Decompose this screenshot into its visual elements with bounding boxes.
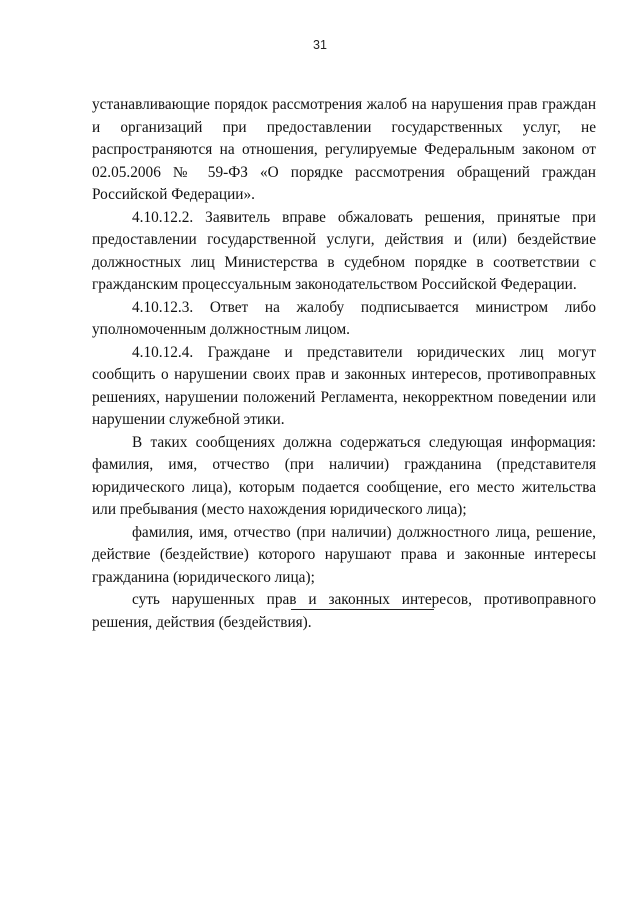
paragraph-4-10-12-4: 4.10.12.4. Граждане и представители юридических лиц могут сообщить о нарушении своих прав и законных интересов, противоправных решениях, нарушении положений Регламента, некорректном поведении или нарушении служебной этики. xyxy=(92,343,596,428)
paragraph-violated-rights: суть нарушенных прав и законных интересов, противоправного решения, действия (бездействия). xyxy=(92,591,596,631)
paragraph-required-information: В таких сообщениях должна содержаться следующая информация: фамилия, имя, отчество (при наличии) гражданина (представителя юридического лица), которым подается сообщение, его место жительства или пребывания (место нахождения юридического лица); xyxy=(92,433,596,518)
document-body xyxy=(92,94,596,634)
paragraph-4-10-12-2: 4.10.12.2. Заявитель вправе обжаловать решения, принятые при предоставлении государственной услуги, действия и (или) бездействие должностных лиц Министерства в судебном порядке в соответствии с гражданским процессуальным законодательством Российской Федерации. xyxy=(92,208,596,293)
page-number: 31 xyxy=(313,38,327,52)
end-separator-line xyxy=(291,609,434,610)
paragraph-official-details: фамилия, имя, отчество (при наличии) должностного лица, решение, действие (бездействие) которого нарушают права и законные интересы гражданина (юридического лица); xyxy=(92,523,596,586)
paragraph-continuation: устанавливающие порядок рассмотрения жалоб на нарушения прав граждан и организаций при предоставлении государственных услуг, не распространяются на отношения, регулируемые Федеральным законом от 02.05.2006 № 59-ФЗ «О порядке рассмотрения обращений граждан Российской Федерации». xyxy=(92,96,596,203)
paragraph-4-10-12-3: 4.10.12.3. Ответ на жалобу подписывается министром либо уполномоченным должностным лицом. xyxy=(92,298,596,338)
